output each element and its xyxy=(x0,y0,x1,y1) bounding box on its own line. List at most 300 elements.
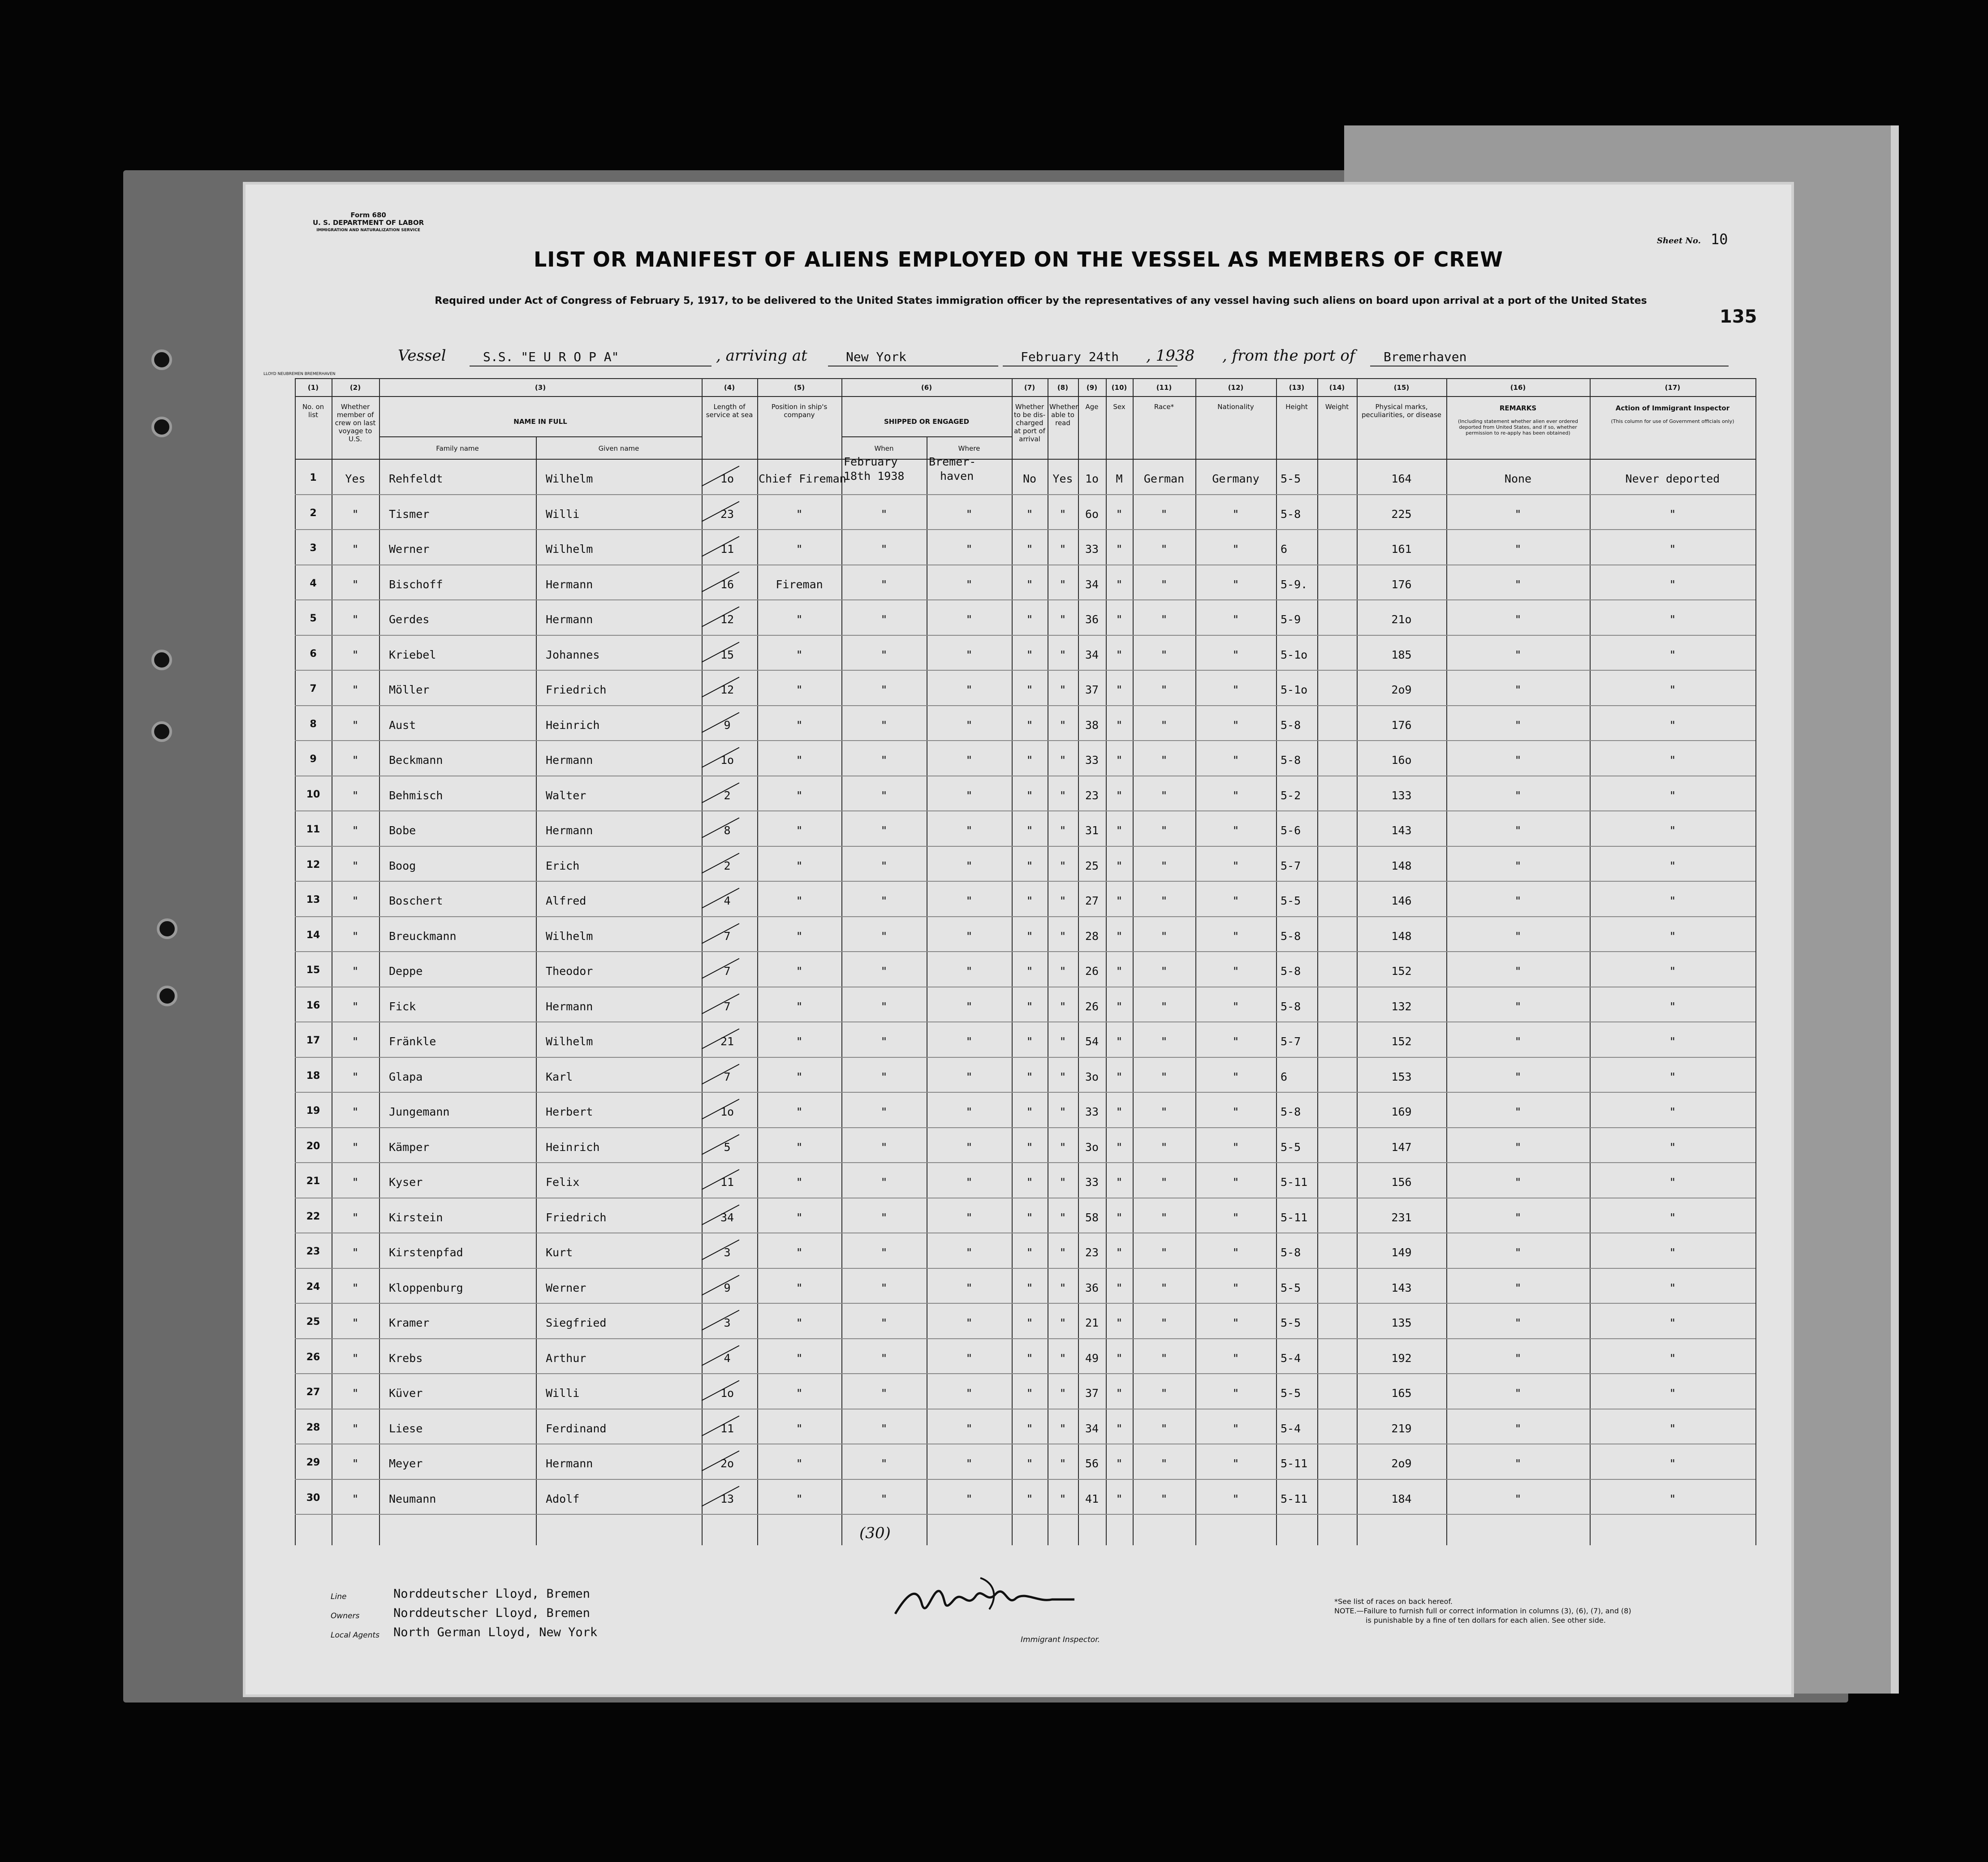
nationality: " xyxy=(1232,1316,1239,1329)
list-number: 28 xyxy=(306,1422,320,1433)
family-name: Fränkle xyxy=(389,1035,436,1048)
previous-voyage: Yes xyxy=(345,472,366,485)
age: 34 xyxy=(1085,648,1099,661)
weight: 2o9 xyxy=(1391,683,1412,696)
service-length: 1o xyxy=(720,472,734,485)
able-to-read: " xyxy=(1059,718,1066,732)
weight: 164 xyxy=(1391,472,1412,485)
able-to-read: " xyxy=(1059,754,1066,767)
shipped-where: " xyxy=(966,965,973,978)
ship-position: " xyxy=(796,1492,803,1505)
height: 5-11 xyxy=(1281,1176,1308,1189)
column-number: (10) xyxy=(1111,384,1127,392)
nationality: " xyxy=(1232,965,1239,978)
physical-marks: " xyxy=(1514,824,1522,837)
from-port-label: , from the port of xyxy=(1222,347,1355,365)
age: 34 xyxy=(1085,1422,1099,1435)
crew-table xyxy=(295,378,1755,1653)
ship-position: " xyxy=(796,683,803,696)
weight: 21o xyxy=(1391,613,1412,626)
nationality: " xyxy=(1232,1351,1239,1365)
able-to-read: " xyxy=(1059,1000,1066,1013)
height: 6 xyxy=(1281,1070,1288,1083)
row-rule xyxy=(295,951,1755,952)
family-name: Bobe xyxy=(389,824,416,837)
height: 5-8 xyxy=(1281,507,1301,521)
ship-position: " xyxy=(796,1176,803,1189)
shipped-where: " xyxy=(966,578,973,591)
page-title: LIST OR MANIFEST OF ALIENS EMPLOYED ON THE VESSEL AS MEMBERS OF CREW xyxy=(533,247,1503,272)
previous-voyage: " xyxy=(352,578,359,591)
nationality: " xyxy=(1232,1140,1239,1154)
height: 5-9. xyxy=(1281,578,1308,591)
ship-position: " xyxy=(796,1140,803,1154)
remarks: " xyxy=(1669,718,1676,732)
ship-position: " xyxy=(796,859,803,872)
shipped-where: " xyxy=(966,648,973,661)
physical-marks: " xyxy=(1514,648,1522,661)
height: 5-1o xyxy=(1281,683,1308,696)
punch-hole xyxy=(151,349,172,370)
weight: 133 xyxy=(1391,789,1412,802)
remarks: " xyxy=(1669,965,1676,978)
able-to-read: " xyxy=(1059,824,1066,837)
previous-voyage: " xyxy=(352,789,359,802)
weight: 219 xyxy=(1391,1422,1412,1435)
column-number: (17) xyxy=(1665,384,1681,392)
physical-marks: " xyxy=(1514,507,1522,521)
able-to-read: " xyxy=(1059,1140,1066,1154)
age: 38 xyxy=(1085,718,1099,732)
list-number: 21 xyxy=(306,1176,320,1187)
column-subheader: Given name xyxy=(598,444,639,453)
shipped-when: " xyxy=(880,1457,888,1470)
row-rule xyxy=(295,1092,1755,1093)
sex: " xyxy=(1116,1387,1123,1400)
shipped-when: 18th 1938 xyxy=(844,470,905,483)
family-name: Aust xyxy=(389,718,416,732)
shipped-where: " xyxy=(966,1492,973,1505)
given-name: Heinrich xyxy=(546,1140,600,1154)
age: 27 xyxy=(1085,894,1099,907)
row-rule xyxy=(295,599,1755,600)
age: 58 xyxy=(1085,1211,1099,1224)
ship-position: " xyxy=(796,1035,803,1048)
family-name: Tismer xyxy=(389,507,430,521)
race: " xyxy=(1160,683,1168,696)
service-length: 7 xyxy=(724,929,731,943)
nationality: " xyxy=(1232,683,1239,696)
family-name: Behmisch xyxy=(389,789,443,802)
previous-voyage: " xyxy=(352,683,359,696)
column-note: (This column for use of Government officials only) xyxy=(1611,418,1734,424)
shipped-where: " xyxy=(966,789,973,802)
remarks: " xyxy=(1669,859,1676,872)
ship-position: " xyxy=(796,1457,803,1470)
column-divider xyxy=(1317,378,1318,1545)
height: 5-5 xyxy=(1281,894,1301,907)
list-number: 7 xyxy=(310,683,317,694)
race: " xyxy=(1160,718,1168,732)
shipped-where: " xyxy=(966,543,973,556)
column-header: Action of Immigrant Inspector xyxy=(1615,404,1730,412)
ship-position: Chief Fireman xyxy=(759,472,846,485)
punch-hole xyxy=(151,417,172,437)
sex: " xyxy=(1116,1211,1123,1224)
list-number: 5 xyxy=(310,613,317,624)
family-name: Kirstein xyxy=(389,1211,443,1224)
remarks: " xyxy=(1669,1422,1676,1435)
column-subheader: When xyxy=(874,444,894,453)
list-number: 8 xyxy=(310,718,317,730)
column-number: (5) xyxy=(793,384,805,392)
family-name: Jungemann xyxy=(389,1105,450,1118)
race: " xyxy=(1160,754,1168,767)
discharged-at-port: " xyxy=(1026,1035,1033,1048)
weight: 176 xyxy=(1391,718,1412,732)
previous-voyage: " xyxy=(352,1457,359,1470)
column-header: Height xyxy=(1285,403,1308,411)
previous-voyage: " xyxy=(352,824,359,837)
list-number: 19 xyxy=(306,1105,320,1116)
column-number: (11) xyxy=(1156,384,1172,392)
shipped-where: " xyxy=(966,894,973,907)
previous-voyage: " xyxy=(352,894,359,907)
remarks: " xyxy=(1669,683,1676,696)
nationality: " xyxy=(1232,507,1239,521)
age: 25 xyxy=(1085,859,1099,872)
race: " xyxy=(1160,1000,1168,1013)
sex: " xyxy=(1116,1070,1123,1083)
physical-marks: " xyxy=(1514,789,1522,802)
able-to-read: " xyxy=(1059,929,1066,943)
age: 28 xyxy=(1085,929,1099,943)
family-name: Fick xyxy=(389,1000,416,1013)
age: 34 xyxy=(1085,578,1099,591)
given-name: Willi xyxy=(546,1387,580,1400)
previous-voyage: " xyxy=(352,1351,359,1365)
ship-position: " xyxy=(796,718,803,732)
nationality: " xyxy=(1232,824,1239,837)
nationality: " xyxy=(1232,1035,1239,1048)
previous-voyage: " xyxy=(352,1000,359,1013)
age: 37 xyxy=(1085,1387,1099,1400)
discharged-at-port: " xyxy=(1026,1070,1033,1083)
given-name: Kurt xyxy=(546,1246,573,1259)
race: " xyxy=(1160,507,1168,521)
ship-position: " xyxy=(796,613,803,626)
row-rule xyxy=(295,740,1755,741)
ship-position: " xyxy=(796,543,803,556)
column-header: No. on list xyxy=(302,403,324,419)
previous-voyage: " xyxy=(352,1492,359,1505)
vessel-name: S.S. "E U R O P A" xyxy=(483,349,619,364)
nationality: " xyxy=(1232,613,1239,626)
weight: 161 xyxy=(1391,543,1412,556)
page-subtitle: Required under Act of Congress of February 5, 1917, to be delivered to the United States immigration officer by the representatives of any vessel having such aliens on board upon arrival at a port of the United States xyxy=(435,295,1647,306)
physical-marks: " xyxy=(1514,683,1522,696)
column-header: NAME IN FULL xyxy=(513,418,567,426)
remarks: " xyxy=(1669,1140,1676,1154)
list-number: 12 xyxy=(306,859,320,871)
race: " xyxy=(1160,1035,1168,1048)
shipped-where: " xyxy=(966,824,973,837)
previous-voyage: " xyxy=(352,718,359,732)
remarks: " xyxy=(1669,1176,1676,1189)
height: 5-4 xyxy=(1281,1422,1301,1435)
sex: " xyxy=(1116,789,1123,802)
row-rule xyxy=(295,1373,1755,1374)
punch-hole xyxy=(157,986,177,1006)
given-name: Friedrich xyxy=(546,683,607,696)
previous-voyage: " xyxy=(352,1387,359,1400)
race: " xyxy=(1160,1316,1168,1329)
given-name: Alfred xyxy=(546,894,586,907)
able-to-read: " xyxy=(1059,507,1066,521)
row-rule xyxy=(295,529,1755,530)
shipped-where: " xyxy=(966,507,973,521)
shipped-when: " xyxy=(880,1140,888,1154)
given-name: Hermann xyxy=(546,754,593,767)
remarks: " xyxy=(1669,1105,1676,1118)
physical-marks: " xyxy=(1514,1457,1522,1470)
able-to-read: " xyxy=(1059,894,1066,907)
race: " xyxy=(1160,578,1168,591)
physical-marks: " xyxy=(1514,1211,1522,1224)
column-number: (15) xyxy=(1393,384,1410,392)
column-number: (3) xyxy=(535,384,546,392)
ship-position: " xyxy=(796,1422,803,1435)
discharged-at-port: " xyxy=(1026,1422,1033,1435)
weight: 148 xyxy=(1391,859,1412,872)
discharged-at-port: " xyxy=(1026,1351,1033,1365)
column-header: Whether able to read xyxy=(1049,403,1078,427)
sex: " xyxy=(1116,578,1123,591)
race: " xyxy=(1160,1140,1168,1154)
physical-marks: " xyxy=(1514,543,1522,556)
nationality: " xyxy=(1232,859,1239,872)
agents-label: Local Agents xyxy=(331,1631,379,1640)
nationality: " xyxy=(1232,1387,1239,1400)
ship-position: " xyxy=(796,1070,803,1083)
height: 5-5 xyxy=(1281,1387,1301,1400)
height: 6 xyxy=(1281,543,1288,556)
remarks: " xyxy=(1669,648,1676,661)
footer-note xyxy=(1334,1597,1648,1625)
given-name: Wilhelm xyxy=(546,1035,593,1048)
age: 26 xyxy=(1085,965,1099,978)
discharged-at-port: " xyxy=(1026,1281,1033,1294)
physical-marks: " xyxy=(1514,718,1522,732)
height: 5-5 xyxy=(1281,1281,1301,1294)
able-to-read: " xyxy=(1059,1281,1066,1294)
age: 33 xyxy=(1085,754,1099,767)
row-rule xyxy=(295,670,1755,671)
race: " xyxy=(1160,613,1168,626)
physical-marks: " xyxy=(1514,1000,1522,1013)
discharged-at-port: " xyxy=(1026,965,1033,978)
given-name: Wilhelm xyxy=(546,543,593,556)
race: " xyxy=(1160,894,1168,907)
given-name: Hermann xyxy=(546,613,593,626)
previous-voyage: " xyxy=(352,507,359,521)
row-rule xyxy=(295,1268,1755,1269)
remarks: Never deported xyxy=(1625,472,1720,485)
family-name: Kloppenburg xyxy=(389,1281,463,1294)
sex: " xyxy=(1116,718,1123,732)
nationality: " xyxy=(1232,754,1239,767)
height: 5-5 xyxy=(1281,472,1301,485)
shipped-when: " xyxy=(880,894,888,907)
family-name: Liese xyxy=(389,1422,423,1435)
nationality: " xyxy=(1232,1422,1239,1435)
note-line: is punishable by a fine of ten dollars for each alien. See other side. xyxy=(1366,1616,1606,1625)
row-rule xyxy=(295,846,1755,847)
list-number: 16 xyxy=(306,1000,320,1011)
column-number: (2) xyxy=(349,384,361,392)
list-number: 30 xyxy=(306,1492,320,1504)
discharged-at-port: " xyxy=(1026,543,1033,556)
header-rule xyxy=(295,459,1755,460)
previous-voyage: " xyxy=(352,648,359,661)
height: 5-4 xyxy=(1281,1351,1301,1365)
sex: " xyxy=(1116,1035,1123,1048)
family-name: Rehfeldt xyxy=(389,472,443,485)
shipped-where: " xyxy=(966,929,973,943)
sex: " xyxy=(1116,965,1123,978)
previous-voyage: " xyxy=(352,1176,359,1189)
form-number: Form 680 xyxy=(350,211,386,219)
row-rule xyxy=(295,1162,1755,1163)
shipped-where: " xyxy=(966,1246,973,1259)
given-name: Felix xyxy=(546,1176,580,1189)
row-rule xyxy=(295,1127,1755,1128)
nationality: " xyxy=(1232,1070,1239,1083)
race: " xyxy=(1160,965,1168,978)
row-rule xyxy=(295,635,1755,636)
family-name: Krebs xyxy=(389,1351,423,1365)
row-rule xyxy=(295,1057,1755,1058)
from-port: Bremerhaven xyxy=(1384,349,1467,364)
weight: 192 xyxy=(1391,1351,1412,1365)
physical-marks: " xyxy=(1514,965,1522,978)
height: 5-8 xyxy=(1281,1105,1301,1118)
given-name: Erich xyxy=(546,859,580,872)
column-header: Age xyxy=(1085,403,1099,411)
weight: 143 xyxy=(1391,824,1412,837)
service-length: 21 xyxy=(720,1035,734,1048)
column-divider xyxy=(1755,378,1756,1545)
sex: " xyxy=(1116,1351,1123,1365)
column-header: Physical marks, peculiarities, or disease xyxy=(1361,403,1442,419)
shipped-where: " xyxy=(966,1035,973,1048)
weight: 152 xyxy=(1391,965,1412,978)
remarks: " xyxy=(1669,613,1676,626)
service-length: 15 xyxy=(720,648,734,661)
height: 5-7 xyxy=(1281,859,1301,872)
shipped-where: " xyxy=(966,1070,973,1083)
race: " xyxy=(1160,824,1168,837)
height: 5-7 xyxy=(1281,1035,1301,1048)
physical-marks: " xyxy=(1514,859,1522,872)
able-to-read: " xyxy=(1059,648,1066,661)
given-name: Adolf xyxy=(546,1492,580,1505)
list-number: 20 xyxy=(306,1140,320,1152)
age: 26 xyxy=(1085,1000,1099,1013)
age: 1o xyxy=(1085,472,1099,485)
column-header: Length of service at sea xyxy=(706,403,753,419)
family-name: Gerdes xyxy=(389,613,430,626)
shipped-where: " xyxy=(966,683,973,696)
column-header: Nationality xyxy=(1217,403,1254,411)
discharged-at-port: " xyxy=(1026,648,1033,661)
service-length: 2 xyxy=(724,789,731,802)
previous-voyage: " xyxy=(352,543,359,556)
able-to-read: " xyxy=(1059,1105,1066,1118)
column-number: (6) xyxy=(921,384,932,392)
age: 31 xyxy=(1085,824,1099,837)
age: 54 xyxy=(1085,1035,1099,1048)
list-number: 26 xyxy=(306,1351,320,1363)
shipped-when: " xyxy=(880,718,888,732)
shipped-where: " xyxy=(966,1211,973,1224)
physical-marks: " xyxy=(1514,578,1522,591)
discharged-at-port: " xyxy=(1026,613,1033,626)
shipped-where: " xyxy=(966,1105,973,1118)
height: 5-6 xyxy=(1281,824,1301,837)
race: " xyxy=(1160,1387,1168,1400)
remarks: " xyxy=(1669,1070,1676,1083)
given-name: Karl xyxy=(546,1070,573,1083)
list-number: 9 xyxy=(310,754,317,765)
height: 5-11 xyxy=(1281,1457,1308,1470)
family-name: Möller xyxy=(389,683,430,696)
able-to-read: " xyxy=(1059,789,1066,802)
previous-voyage: " xyxy=(352,1140,359,1154)
weight: 148 xyxy=(1391,929,1412,943)
service-length: 9 xyxy=(724,1281,731,1294)
ship-position: " xyxy=(796,1387,803,1400)
shipped-where: " xyxy=(966,1281,973,1294)
height: 5-8 xyxy=(1281,1246,1301,1259)
nationality: " xyxy=(1232,648,1239,661)
height: 5-5 xyxy=(1281,1140,1301,1154)
column-number: (9) xyxy=(1086,384,1098,392)
nationality: " xyxy=(1232,1457,1239,1470)
nationality: " xyxy=(1232,789,1239,802)
ship-position: " xyxy=(796,1246,803,1259)
given-name: Theodor xyxy=(546,965,593,978)
family-name: Boschert xyxy=(389,894,443,907)
physical-marks: " xyxy=(1514,1176,1522,1189)
physical-marks: " xyxy=(1514,1492,1522,1505)
ship-position: " xyxy=(796,965,803,978)
race: " xyxy=(1160,789,1168,802)
service-length: 11 xyxy=(720,1176,734,1189)
remarks: " xyxy=(1669,1000,1676,1013)
column-header: Whether member of crew on last voyage to U.S. xyxy=(335,403,376,443)
column-header: Position in ship's company xyxy=(771,403,828,419)
age: 33 xyxy=(1085,1105,1099,1118)
nationality: " xyxy=(1232,1211,1239,1224)
physical-marks: " xyxy=(1514,613,1522,626)
shipped-when: " xyxy=(880,1387,888,1400)
nationality: " xyxy=(1232,1105,1239,1118)
weight: 2o9 xyxy=(1391,1457,1412,1470)
weight: 143 xyxy=(1391,1281,1412,1294)
height: 5-8 xyxy=(1281,1000,1301,1013)
column-header: Race* xyxy=(1154,403,1174,411)
